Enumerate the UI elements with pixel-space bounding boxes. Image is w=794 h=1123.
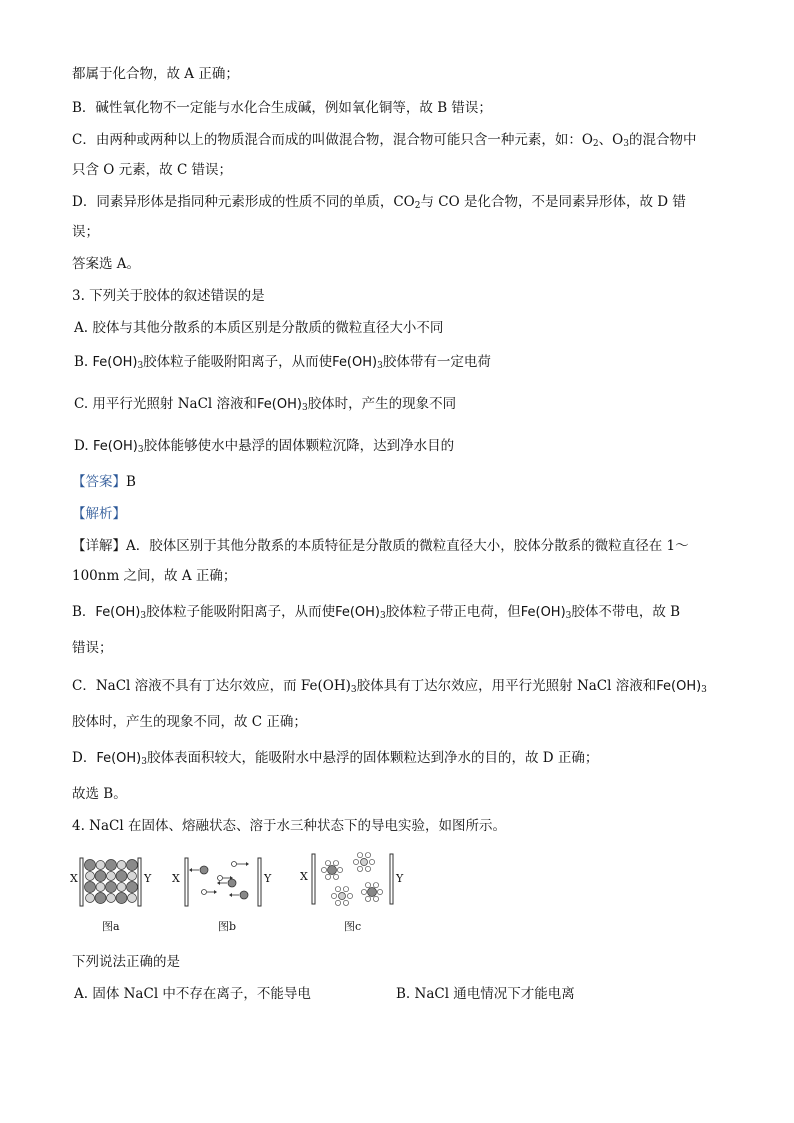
- explanation-line: 100nm 之间，故 A 正确；: [72, 568, 237, 584]
- water-molecule: [343, 887, 348, 892]
- answer-line: [72, 472, 136, 492]
- electrode-y-label: Y: [264, 872, 272, 885]
- lattice-ion: [85, 882, 96, 893]
- figure-b-caption: 图b: [218, 920, 237, 933]
- lattice-ion: [116, 893, 127, 904]
- lattice-ion: [117, 861, 126, 870]
- water-molecule: [337, 867, 342, 872]
- hydrated-ions-diagram: [298, 846, 410, 928]
- lattice-ion: [106, 882, 117, 893]
- text-line: 误；: [72, 224, 99, 240]
- figure-c-caption: 图c: [344, 920, 362, 933]
- lattice-ion: [85, 860, 96, 871]
- option-d: D. $Fe(OH)_3$胶体能够使水中悬浮的固体颗粒沉降，达到净水目的: [74, 438, 455, 455]
- text-line: B．碱性氧化物不一定能与水化合生成碱，例如氧化铜等，故 B 错误；: [72, 100, 492, 116]
- lattice-ion: [106, 860, 117, 871]
- electrode-x-label: X: [70, 872, 78, 885]
- text-line: 答案选 A。: [72, 256, 141, 272]
- lattice-ion: [128, 894, 137, 903]
- water-molecule: [343, 900, 348, 905]
- hydrated-ion: [328, 866, 337, 875]
- explanation-line: C．NaCl 溶液不具有丁达尔效应，而 $Fe(OH)_3$胶体具有丁达尔效应，用平行光照射 NaCl 溶液和$Fe(OH)_3$: [72, 678, 707, 695]
- lattice-ion: [86, 872, 95, 881]
- option-a: A. 胶体与其他分散系的本质区别是分散质的微粒直径大小不同: [74, 320, 444, 336]
- lattice-ion: [96, 883, 105, 892]
- water-molecule: [353, 859, 358, 864]
- explanation-line: 故选 B。: [72, 786, 127, 802]
- water-molecule: [377, 889, 382, 894]
- lattice-ion: [128, 872, 137, 881]
- electrode-y-label: Y: [396, 872, 404, 885]
- answer-value: B: [126, 474, 136, 490]
- water-molecule: [373, 883, 378, 888]
- electrode-x-label: X: [300, 870, 308, 883]
- hydrated-ion: [339, 893, 346, 900]
- water-molecule: [373, 896, 378, 901]
- analysis-tag: 【解析】: [72, 506, 126, 522]
- water-molecule: [325, 861, 330, 866]
- explanation-line: D．$Fe(OH)_3$胶体表面积较大，能吸附水中悬浮的固体颗粒达到净水的目的，故 D 正确；: [72, 750, 599, 767]
- water-molecule: [321, 867, 326, 872]
- figure-b: [168, 852, 278, 934]
- water-molecule: [365, 896, 370, 901]
- text-line: C．由两种或两种以上的物质混合而成的叫做混合物，混合物可能只含一种元素，如：$O_2$、$O_3$的混合物中: [72, 132, 697, 149]
- lattice-ion: [95, 871, 106, 882]
- lattice-ion: [86, 894, 95, 903]
- question-prompt: 下列说法正确的是: [72, 954, 180, 970]
- lattice-ion: [127, 882, 138, 893]
- question-stem: 4. NaCl 在固体、熔融状态、溶于水三种状态下的导电实验，如图所示。: [72, 818, 506, 834]
- explanation-line: 胶体时，产生的现象不同，故 C 正确；: [72, 714, 307, 730]
- lattice-ion: [107, 872, 116, 881]
- question-stem: 3. 下列关于胶体的叙述错误的是: [72, 288, 265, 304]
- figure-a: [70, 852, 160, 934]
- lattice-ion: [107, 894, 116, 903]
- water-molecule: [369, 859, 374, 864]
- explanation-line: 错误；: [72, 640, 113, 656]
- water-molecule: [333, 874, 338, 879]
- lattice-ion: [96, 861, 105, 870]
- water-molecule: [333, 861, 338, 866]
- water-molecule: [357, 866, 362, 871]
- figure-a-caption: 图a: [102, 920, 120, 933]
- option-b: B. $Fe(OH)_3$胶体粒子能吸附阳离子，从而使$Fe(OH)_3$胶体带有一定电荷: [74, 354, 491, 371]
- hydrated-ion: [361, 859, 368, 866]
- answer-tag: 【答案】: [72, 474, 126, 490]
- text-line: 只含 O 元素，故 C 错误；: [72, 162, 233, 178]
- lattice-ion: [95, 893, 106, 904]
- explanation-line: 【详解】A．胶体区别于其他分散系的本质特征是分散质的微粒直径大小，胶体分散系的微粒直径在 1～: [72, 538, 689, 554]
- water-molecule: [347, 893, 352, 898]
- lattice-ion: [116, 871, 127, 882]
- water-molecule: [361, 889, 366, 894]
- option-a: A. 固体 NaCl 中不存在离子，不能导电: [74, 986, 311, 1002]
- electrode-y-label: Y: [144, 872, 152, 885]
- water-molecule: [331, 893, 336, 898]
- explanation-line: B．$Fe(OH)_3$胶体粒子能吸附阳离子，从而使$Fe(OH)_3$胶体粒子带正电荷，但$Fe(OH)_3$胶体不带电，故 B: [72, 604, 681, 621]
- figure-c: [298, 846, 410, 933]
- water-molecule: [335, 887, 340, 892]
- water-molecule: [325, 874, 330, 879]
- text-line: D．同素异形体是指同种元素形成的性质不同的单质，$CO_2$与 CO 是化合物，不是同素异形体，故 D 错: [72, 194, 686, 211]
- hydrated-ion: [368, 888, 377, 897]
- water-molecule: [365, 853, 370, 858]
- lattice-ion: [127, 860, 138, 871]
- lattice-ion: [117, 883, 126, 892]
- option-b: B. NaCl 通电情况下才能电离: [396, 986, 575, 1002]
- water-molecule: [365, 883, 370, 888]
- electrode-x-label: X: [172, 872, 180, 885]
- water-molecule: [357, 853, 362, 858]
- water-molecule: [335, 900, 340, 905]
- text-line: 都属于化合物，故 A 正确；: [72, 66, 239, 82]
- water-molecule: [365, 866, 370, 871]
- option-c: C. 用平行光照射 NaCl 溶液和$Fe(OH)_3$胶体时，产生的现象不同: [74, 396, 457, 413]
